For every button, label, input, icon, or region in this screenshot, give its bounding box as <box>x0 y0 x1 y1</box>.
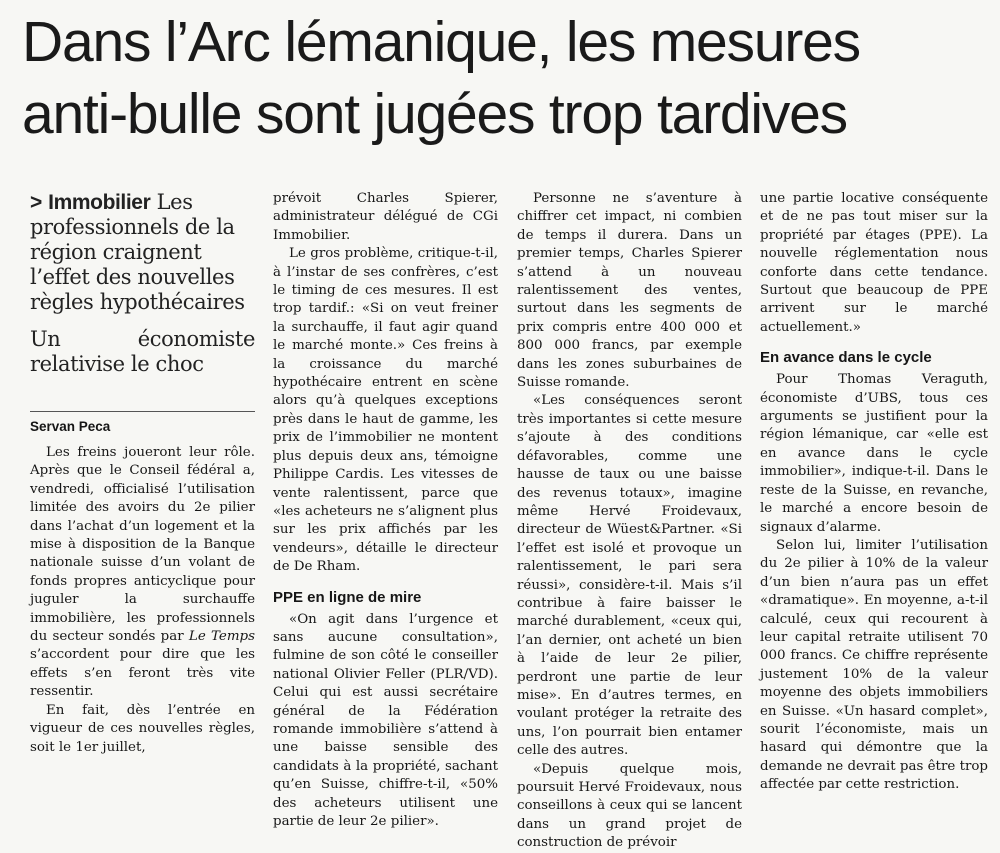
section-heading: En avance dans le cycle <box>760 349 932 367</box>
column-4 <box>760 190 988 795</box>
paragraph: Les freins joueront leur rôle. Après que le Conseil fédéral a, vendredi, officialisé l’utilisation limitée des avoirs du 2e pilier dans l’achat d’un logement et la mise à disposition de la Banque nationale suisse d’un volant de fonds propres anticyclique pour juguler la surchauffe immobilière, les professionnels du secteur sondés par Le Temps s’accordent pour dire que les effets s’en feront très vite ressentir. <box>30 445 255 700</box>
headline-line-1: Dans l’Arc lémanique, les mesures <box>22 10 860 74</box>
author-divider <box>30 411 255 412</box>
lead-summary <box>30 190 255 315</box>
author-byline: Servan Peca <box>30 419 111 434</box>
paragraph: «On agit dans l’urgence et sans aucune consultation», fulmine de son côté le conseiller national Olivier Feller (PLR/VD). Celui qui est aussi secrétaire général de la Fédération romande immobilière s’attend à une baisse sensible des candidats à la propriété, sachant qu’en Suisse, chiffre-t-il, «50% des acheteurs utilisent une partie de leur 2e pilier». <box>273 611 498 829</box>
column-2 <box>273 190 498 831</box>
headline <box>22 6 982 150</box>
paragraph: Le gros problème, critique-t-il, à l’instar de ses confrères, c’est le timing de ces mesures. Il est trop tardif.: «Si on veut freiner la surchauffe, il faut agir quand le marché monte.» Ces freins à la croissance du marché hypothécaire entrent en scène alors qu’à quelques exceptions près dans le haut de gamme, les prix de l’immobilier ne montent plus depuis deux ans, témoigne Philippe Cardis. Les vitesses de vente ralentissent, parce que «les acheteurs ne s’alignent plus sur les prix affichés par les vendeurs», détaille le directeur de De Rham. <box>273 246 498 575</box>
paragraph: Pour Thomas Veraguth, économiste d’UBS, tous ces arguments se justifient pour la région lémanique, car «elle est en avance dans le cycle immobilier», indique-t-il. Dans le reste de la Suisse, en revanche, le marché a encore besoin de signaux d’alarme. <box>760 372 988 535</box>
paragraph: «Les conséquences seront très importantes si cette mesure s’ajoute à des conditions défavorables, comme une hausse de taux ou une baisse des revenus totaux», imagine même Hervé Froidevaux, directeur de Wüest&Partner. «Si l’effet est isolé et provoque un ralentissement, le pari sera réussi», considère-t-il. Mais s’il contribue à faire baisser le marché durablement, «ceux qui, l’an dernier, ont acheté un bien à l’aide de leur 2e pilier, perdront une partie de leur mise». En d’autres termes, en voulant protéger la retraite des uns, l’on pourrait bien entamer celle des autres. <box>517 393 742 759</box>
lead-text: Les professionnels de la région craignent l’effet des nouvelles règles hypothécaires <box>30 190 245 314</box>
paragraph: Personne ne s’aventure à chiffrer cet impact, ni combien de temps il durera. Dans un premier temps, Charles Spierer s’attend à un nouveau ralentissement des ventes, surtout dans les segments de prix compris entre 400 000 et 800 000 francs, par exemple dans les zones suburbaines de Suisse romande. <box>517 191 742 391</box>
column-1 <box>30 190 255 757</box>
paragraph: En fait, dès l’entrée en vigueur de ces nouvelles règles, soit le 1er juillet, <box>30 702 255 755</box>
column-3 <box>517 190 742 853</box>
section-heading: PPE en ligne de mire <box>273 588 422 606</box>
headline-line-2: anti-bulle sont jugées trop tardives <box>22 82 847 146</box>
paragraph: une partie locative conséquente et de ne pas tout miser sur la propriété par étages (PPE). La nouvelle réglementation nous conforte dans cette tendance. Surtout que beaucoup de PPE arrivent sur le marché actuellement.» <box>760 191 988 335</box>
publication-name: Le Temps <box>188 629 255 645</box>
paragraph: Selon lui, limiter l’utilisation du 2e pilier à 10% de la valeur d’un bien n’aura pas un effet «dramatique». En moyenne, a-t-il calculé, ceux qui recourent à leur capital retraite utilisent 70 000 francs. Ce chiffre représente justement 10% de la valeur moyenne des objets immobiliers en Suisse. «Un hasard complet», sourit l’économiste, mais un hasard qui démontre que la demande ne devrait pas être trop affectée par cette restriction. <box>760 537 988 793</box>
arrow-icon: > <box>30 191 42 214</box>
lead-subtitle: Un économiste relativise le choc <box>30 327 255 376</box>
rubric-label: Immobilier <box>48 191 151 214</box>
paragraph: prévoit Charles Spierer, administrateur délégué de CGi Immobilier. <box>273 191 498 243</box>
paragraph: «Depuis quelque mois, poursuit Hervé Froidevaux, nous conseillons à ceux qui se lancent dans un grand projet de construction de prévoir <box>517 761 742 851</box>
